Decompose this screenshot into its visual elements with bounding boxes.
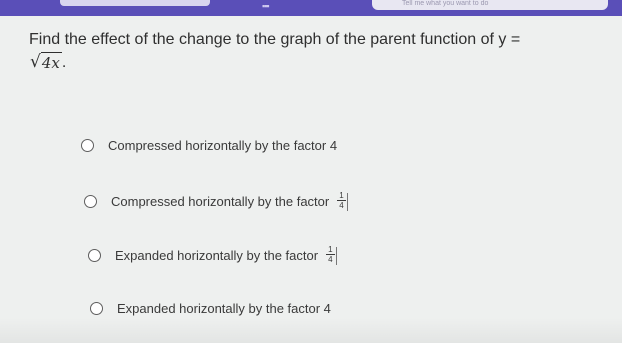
question-prompt: Find the effect of the change to the graph of the parent function of y =: [29, 31, 521, 48]
question-expression: [30, 52, 66, 73]
answer-option-label[interactable]: Compressed horizontally by the factor 4: [108, 138, 338, 153]
fraction-denominator: 4: [339, 201, 344, 210]
radical-sign-icon: √: [30, 52, 41, 72]
answer-option-1[interactable]: [81, 138, 337, 153]
radio-button-icon[interactable]: [88, 249, 101, 262]
answer-option-label[interactable]: Expanded horizontally by the factor: [115, 248, 319, 263]
radio-button-icon[interactable]: [81, 139, 94, 152]
answer-option-label[interactable]: Compressed horizontally by the factor: [111, 194, 330, 209]
fraction-numerator: 1: [328, 245, 333, 254]
top-bar: [0, 0, 622, 16]
search-hint[interactable]: Tell me what you want to do: [402, 0, 489, 7]
app-logo: [60, 0, 210, 6]
page-bottom-edge: [0, 318, 622, 343]
radio-button-icon[interactable]: [90, 302, 103, 315]
answer-option-4[interactable]: [90, 301, 331, 316]
radio-button-icon[interactable]: [84, 195, 97, 208]
fraction-numerator: 1: [339, 191, 344, 200]
fraction: [337, 191, 345, 210]
answer-option-3[interactable]: [88, 246, 337, 265]
text-cursor: [347, 193, 348, 211]
square-root-expression: [30, 52, 62, 73]
answer-option-2[interactable]: [84, 192, 348, 211]
fraction: [326, 245, 334, 264]
question-text: [29, 30, 619, 50]
radicand: 4x: [41, 54, 60, 72]
question-period: .: [61, 54, 67, 71]
text-cursor: [336, 247, 337, 265]
fraction-denominator: 4: [328, 255, 333, 264]
answer-option-label[interactable]: Expanded horizontally by the factor 4: [117, 301, 331, 316]
apps-grid-icon[interactable]: ▪▪▪: [262, 1, 269, 11]
